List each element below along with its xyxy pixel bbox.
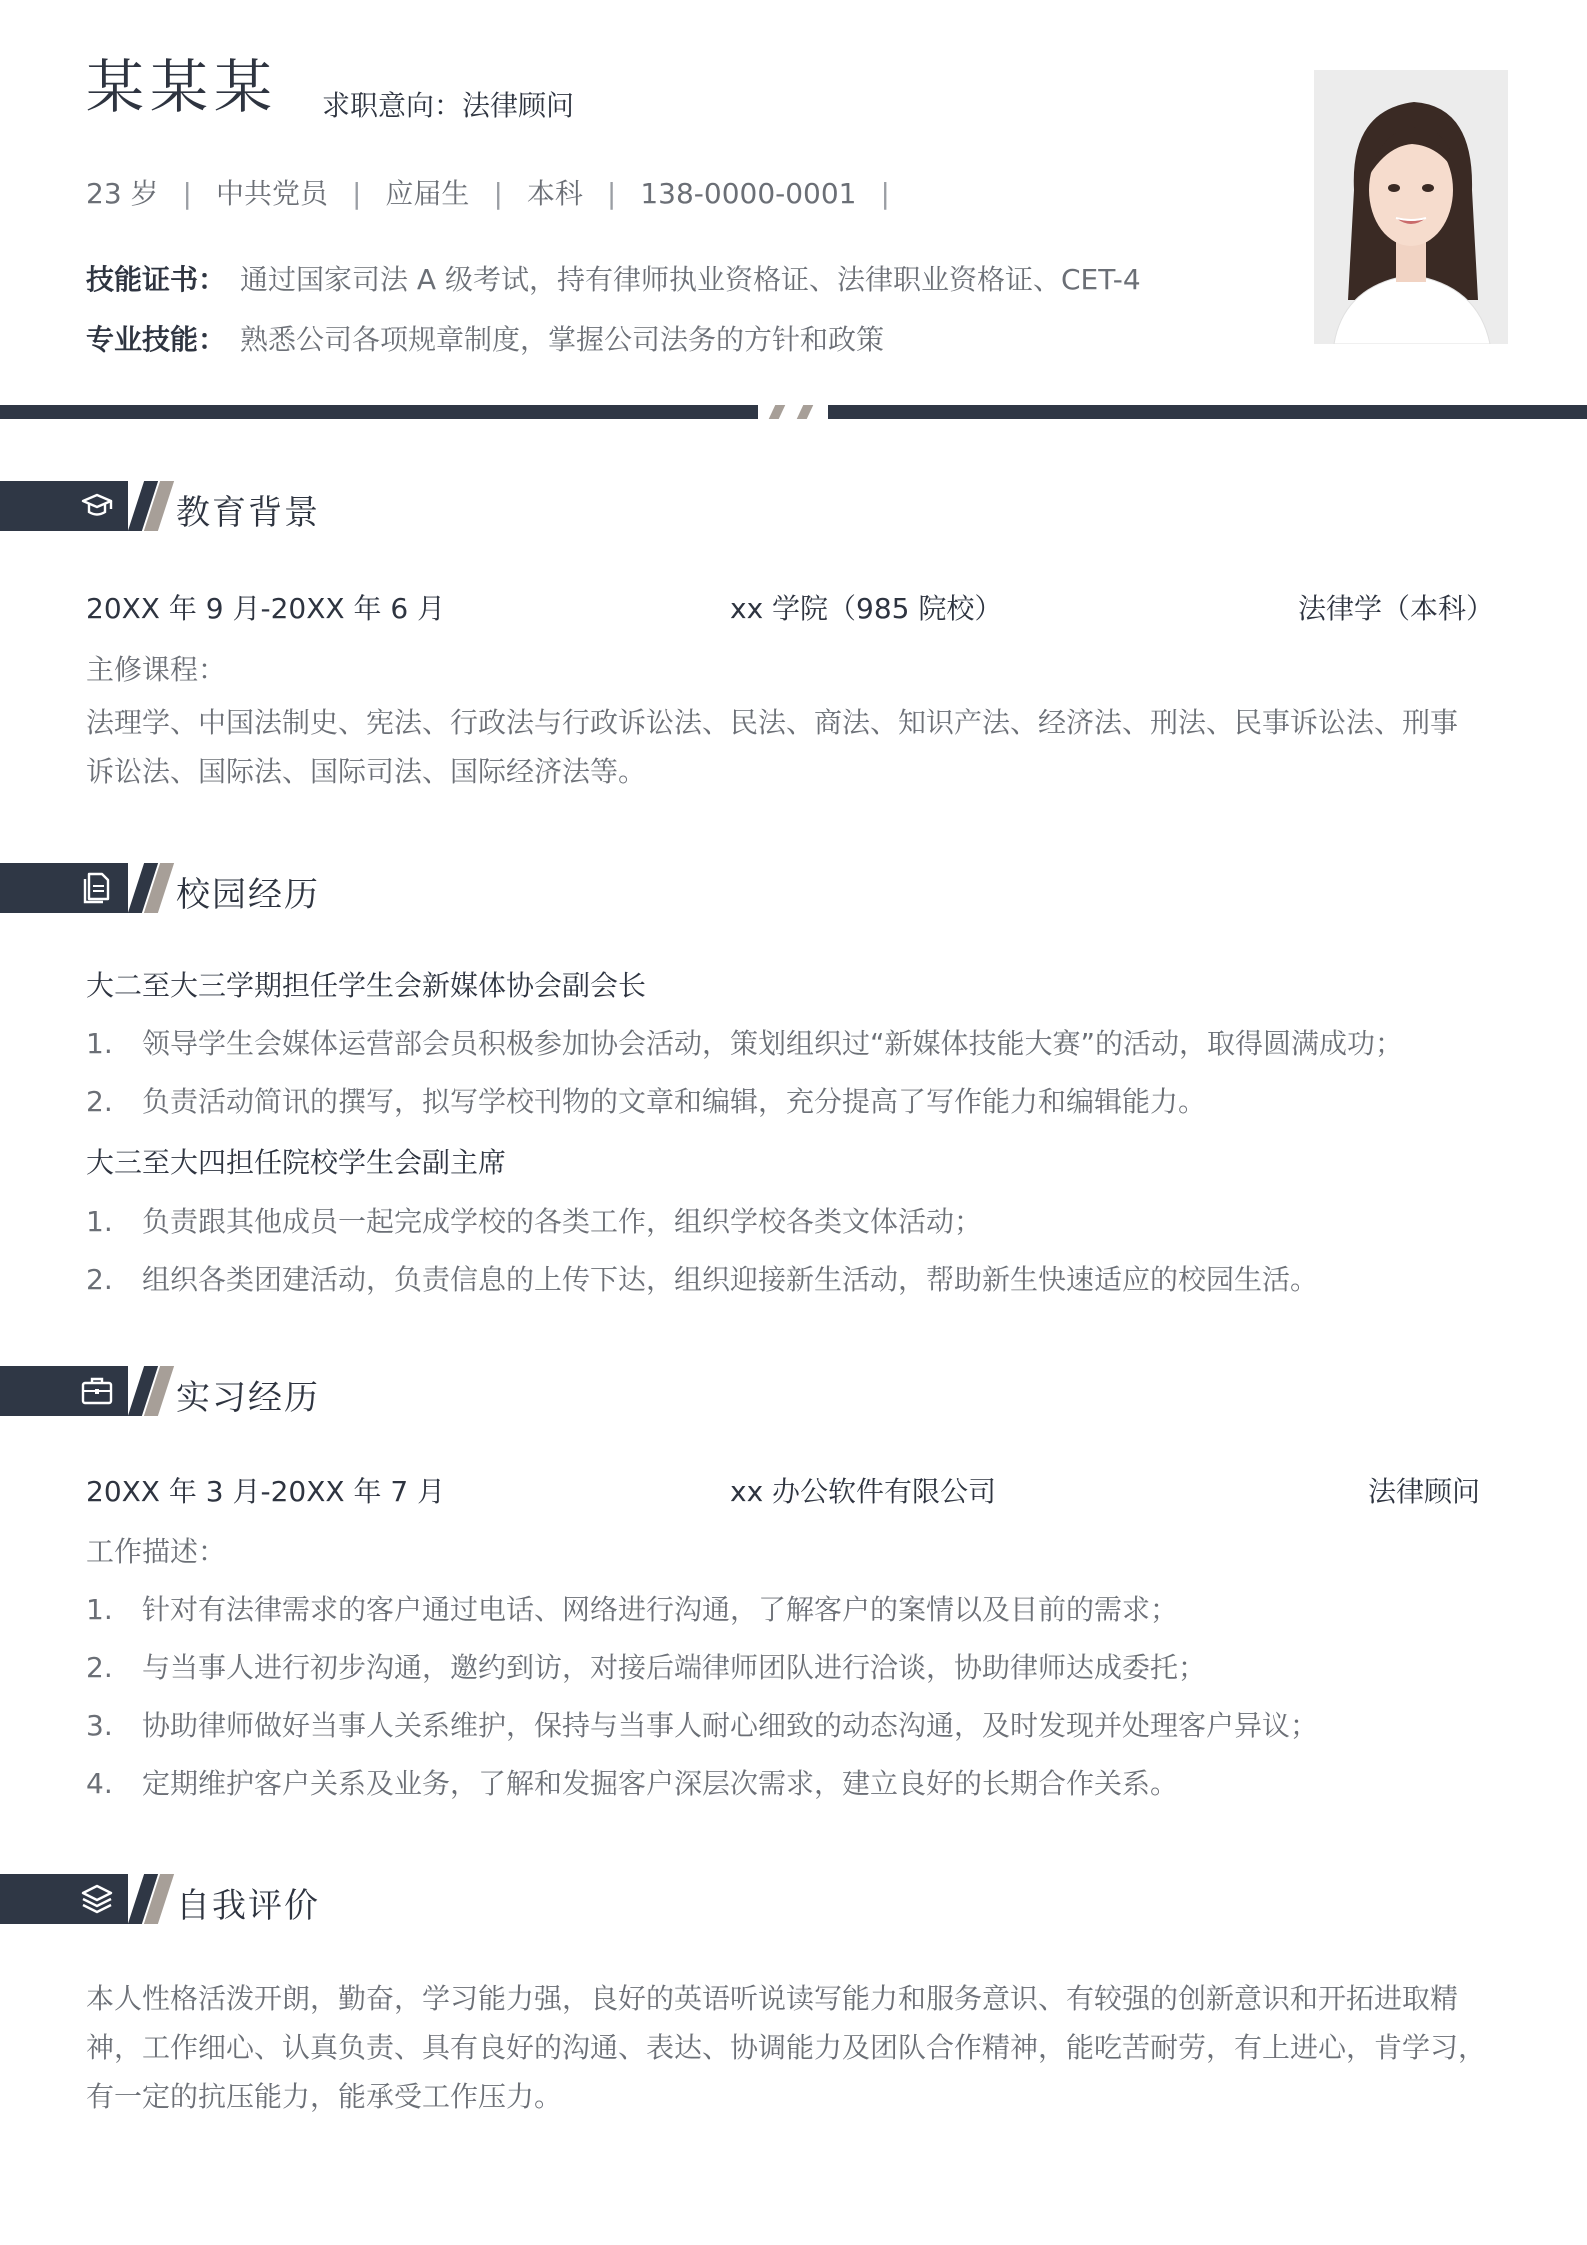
info-separator: |	[182, 177, 192, 210]
list-text: 组织各类团建活动，负责信息的上传下达，组织迎接新生活动，帮助新生快速适应的校园生活。	[142, 1263, 1319, 1296]
info-separator: |	[493, 177, 503, 210]
education-school: xx 学院（985 院校）	[730, 592, 1003, 625]
self-evaluation-line: 神，工作细心、认真负责、具有良好的沟通、表达、协调能力及团队合作精神，能吃苦耐劳，有上进心，肯学习，	[86, 2031, 1487, 2064]
list-item	[86, 1200, 982, 1240]
list-number: 3.	[86, 1709, 113, 1742]
list-text: 领导学生会媒体运营部会员积极参加协会活动，策划组织过“新媒体技能大赛”的活动，取得圆满成功；	[142, 1027, 1404, 1060]
list-text: 针对有法律需求的客户通过电话、网络进行沟通，了解客户的案情以及目前的需求；	[142, 1593, 1179, 1626]
graduation-cap-icon	[80, 489, 114, 523]
list-number: 2.	[86, 1085, 113, 1118]
courses-line: 法理学、中国法制史、宪法、行政法与行政诉讼法、民法、商法、知识产法、经济法、刑法、民事诉讼法、刑事	[86, 706, 1459, 739]
internship-company: xx 办公软件有限公司	[730, 1475, 997, 1508]
education-period: 20XX 年 9 月-20XX 年 6 月	[86, 592, 446, 625]
info-party: 中共党员	[215, 177, 328, 210]
education-major: 法律学（本科）	[1298, 592, 1495, 625]
list-text: 负责跟其他成员一起完成学校的各类工作，组织学校各类文体活动；	[142, 1205, 983, 1238]
campus-role-2: 大三至大四担任院校学生会副主席	[86, 1146, 507, 1179]
portrait-illustration	[1314, 70, 1508, 344]
list-item	[86, 1762, 1178, 1802]
section-title-education: 教育背景	[176, 493, 320, 533]
section-title-internship: 实习经历	[176, 1378, 320, 1418]
info-separator: |	[606, 177, 617, 210]
section-title-campus: 校园经历	[176, 875, 320, 915]
candidate-name: 某某某	[86, 53, 279, 121]
list-number: 2.	[86, 1263, 113, 1296]
courses-list	[86, 698, 1506, 796]
list-item	[86, 1646, 1206, 1686]
list-item	[86, 1588, 1178, 1628]
job-objective	[322, 84, 574, 124]
professional-skills-label: 专业技能：	[86, 323, 227, 356]
courses-label: 主修课程：	[86, 653, 227, 686]
list-item	[86, 1704, 1318, 1744]
self-evaluation-text	[86, 1974, 1506, 2121]
layers-icon	[80, 1882, 114, 1916]
internship-period: 20XX 年 3 月-20XX 年 7 月	[86, 1475, 446, 1508]
personal-info-row	[86, 172, 914, 212]
briefcase-icon	[80, 1374, 114, 1408]
self-evaluation-line: 本人性格活泼开朗，勤奋，学习能力强，良好的英语听说读写能力和服务意识、有较强的创新意识和开拓进取精	[86, 1982, 1459, 2015]
section-title-self-evaluation: 自我评价	[176, 1886, 320, 1926]
list-number: 1.	[86, 1205, 113, 1238]
info-separator: |	[880, 177, 890, 210]
info-separator: |	[351, 177, 362, 210]
profile-photo	[1314, 70, 1508, 344]
skills-certificate-row	[86, 258, 1141, 298]
list-number: 2.	[86, 1651, 113, 1684]
info-degree: 本科	[526, 177, 583, 210]
list-number: 1.	[86, 1027, 113, 1060]
list-number: 1.	[86, 1593, 113, 1626]
skills-certificate-value: 通过国家司法 A 级考试，持有律师执业资格证、法律职业资格证、CET-4	[240, 263, 1141, 296]
professional-skills-row	[86, 318, 884, 358]
skills-certificate-label: 技能证书：	[86, 263, 227, 296]
info-status: 应届生	[385, 177, 470, 210]
courses-line: 诉讼法、国际法、国际司法、国际经济法等。	[86, 755, 647, 788]
list-item	[86, 1022, 1403, 1062]
objective-value: 法律顾问	[462, 89, 575, 122]
internship-position: 法律顾问	[1368, 1475, 1481, 1508]
self-evaluation-line: 有一定的抗压能力，能承受工作压力。	[86, 2080, 563, 2113]
info-age: 23 岁	[86, 177, 159, 210]
list-item	[86, 1258, 1318, 1298]
list-text: 定期维护客户关系及业务，了解和发掘客户深层次需求，建立良好的长期合作关系。	[142, 1767, 1179, 1800]
work-description-label: 工作描述：	[86, 1535, 227, 1568]
list-item	[86, 1080, 1206, 1120]
list-number: 4.	[86, 1767, 113, 1800]
professional-skills-value: 熟悉公司各项规章制度，掌握公司法务的方针和政策	[240, 323, 885, 356]
list-text: 协助律师做好当事人关系维护，保持与当事人耐心细致的动态沟通，及时发现并处理客户异议；	[142, 1709, 1319, 1742]
info-phone: 138-0000-0001	[640, 177, 857, 210]
objective-label: 求职意向：	[322, 89, 463, 122]
campus-role-1: 大二至大三学期担任学生会新媒体协会副会长	[86, 969, 647, 1002]
document-icon	[80, 871, 114, 905]
list-text: 负责活动简讯的撰写，拟写学校刊物的文章和编辑，充分提高了写作能力和编辑能力。	[142, 1085, 1207, 1118]
list-text: 与当事人进行初步沟通，邀约到访，对接后端律师团队进行洽谈，协助律师达成委托；	[142, 1651, 1207, 1684]
